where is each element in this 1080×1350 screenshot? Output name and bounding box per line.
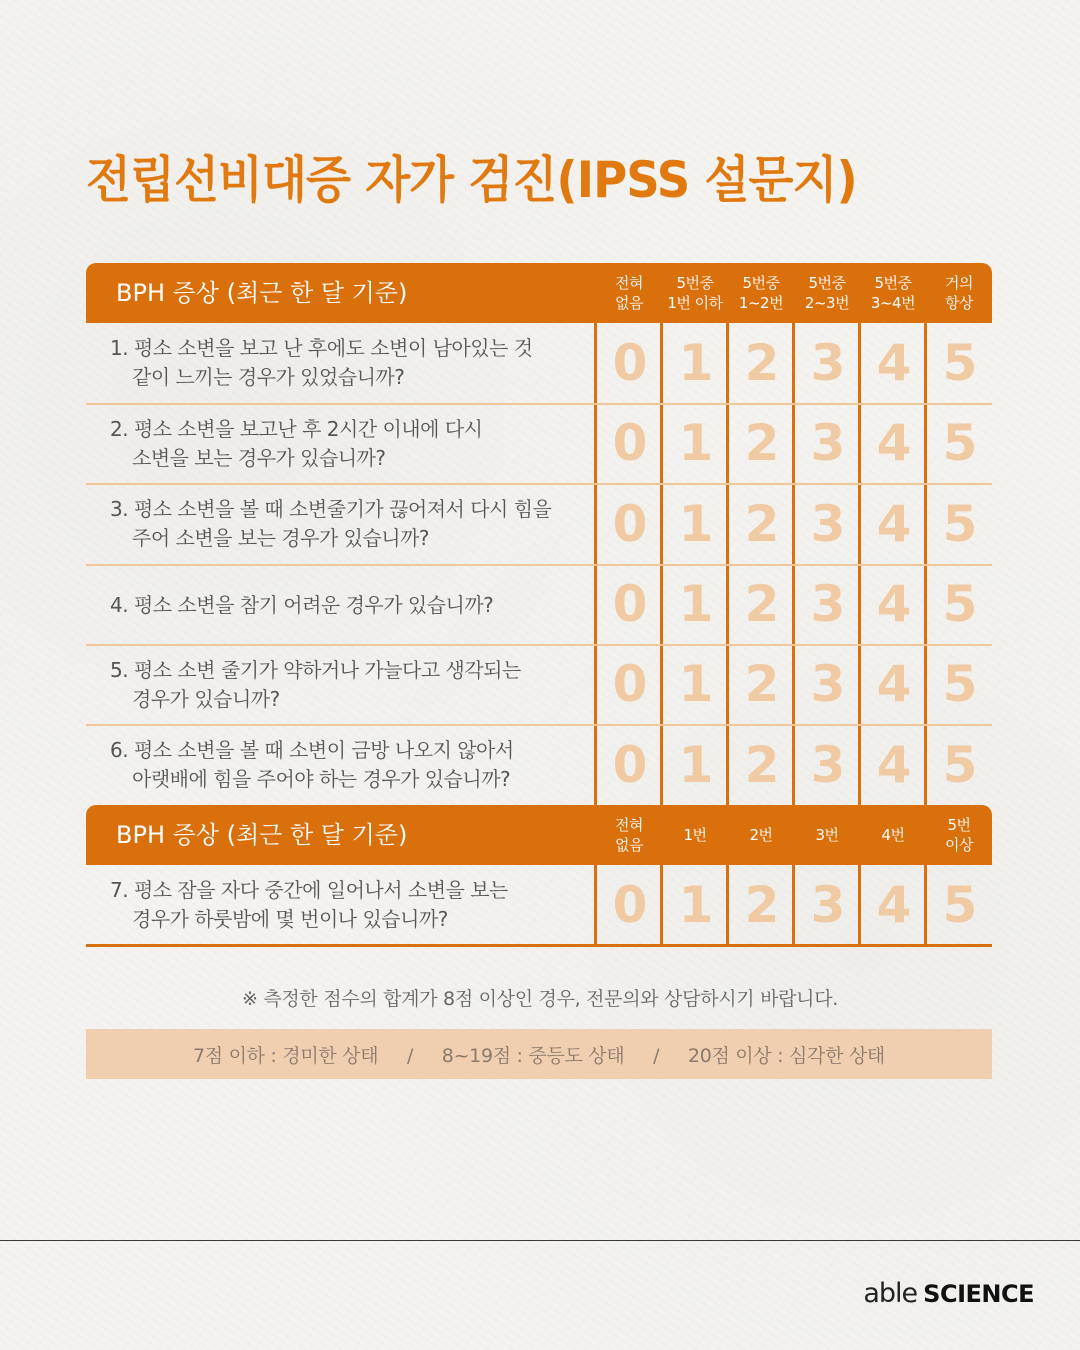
score-option: 4 [876,495,912,553]
section1-col-4: 5번중 3~4번 [870,274,916,312]
question-1 [110,334,585,392]
score-option: 5 [942,876,978,934]
question-6-line1: 6. 평소 소변을 볼 때 소변이 금방 나오지 않아서 [110,738,514,762]
question-6-line2: 아랫배에 힘을 주어야 하는 경우가 있습니까? [132,767,511,791]
score-option: 2 [744,655,780,713]
score-option: 4 [876,334,912,392]
score-option: 1 [678,495,714,553]
section2-col-1: 1번 [683,826,707,844]
brand-logo [863,1278,1034,1309]
score-option: 1 [678,736,714,794]
section1-header-label: BPH 증상 (최근 한 달 기준) [116,279,408,307]
score-option: 4 [876,414,912,472]
question-2 [110,415,585,473]
section1-header [86,263,992,323]
section1-col-3: 5번중 2~3번 [804,274,850,312]
score-option: 3 [810,495,846,553]
score-option: 2 [744,876,780,934]
section1-col-1: 5번중 1번 이하 [667,274,723,312]
question-7 [110,876,585,934]
score-option: 0 [612,495,648,553]
score-option: 5 [942,655,978,713]
footer-divider [0,1240,1080,1241]
question-1-line1: 1. 평소 소변을 보고 난 후에도 소변이 남아있는 것 [110,336,533,360]
score-option: 0 [612,575,648,633]
score-legend: 7점 이하 : 경미한 상태 / 8~19점 : 중등도 상태 / 20점 이상 : 심각한 상태 [86,1029,992,1079]
brand-logo-name: SCIENCE [923,1280,1034,1308]
score-option: 1 [678,334,714,392]
section2-col-4: 4번 [881,826,905,844]
score-option: 2 [744,414,780,472]
section1-col-0: 전혀 없음 [615,274,643,312]
section2-header [86,805,992,865]
section2-col-3: 3번 [815,826,839,844]
question-7-line2: 경우가 하룻밤에 몇 번이나 있습니까? [132,907,448,931]
score-option: 5 [942,736,978,794]
score-option: 5 [942,495,978,553]
score-option: 0 [612,736,648,794]
score-option: 0 [612,414,648,472]
question-3-line1: 3. 평소 소변을 볼 때 소변줄기가 끊어져서 다시 힘을 [110,497,552,521]
section1-col-2: 5번중 1~2번 [738,274,784,312]
question-2-line2: 소변을 보는 경우가 있습니까? [132,446,386,470]
score-option: 1 [678,414,714,472]
score-option: 4 [876,655,912,713]
question-4 [110,591,585,620]
section2-header-label: BPH 증상 (최근 한 달 기준) [116,821,408,849]
score-option: 0 [612,655,648,713]
section2-col-2: 2번 [749,826,773,844]
score-option: 2 [744,575,780,633]
score-option: 3 [810,414,846,472]
brand-logo-mark: able [863,1278,918,1309]
section2-col-0: 전혀 없음 [615,816,643,854]
score-option: 5 [942,414,978,472]
question-2-line1: 2. 평소 소변을 보고난 후 2시간 이내에 다시 [110,417,483,441]
score-option: 2 [744,495,780,553]
score-option: 4 [876,876,912,934]
score-option: 3 [810,876,846,934]
section2-col-5: 5번 이상 [945,816,973,854]
score-note: ※ 측정한 점수의 합계가 8점 이상인 경우, 전문의와 상담하시기 바랍니다. [241,988,839,1010]
question-5-line2: 경우가 있습니까? [132,687,280,711]
score-option: 3 [810,655,846,713]
score-option: 3 [810,575,846,633]
score-option: 1 [678,655,714,713]
score-option: 2 [744,736,780,794]
question-4-line1: 4. 평소 소변을 참기 어려운 경우가 있습니까? [110,593,494,617]
question-5 [110,656,585,714]
score-option: 3 [810,334,846,392]
score-option: 5 [942,334,978,392]
score-option: 2 [744,334,780,392]
score-option: 0 [612,334,648,392]
score-option: 1 [678,575,714,633]
page-title: 전립선비대증 자가 검진(IPSS 설문지) [86,151,857,209]
section1-col-5: 거의 항상 [945,274,973,312]
question-7-line1: 7. 평소 잠을 자다 중간에 일어나서 소변을 보는 [110,878,508,902]
question-3 [110,495,585,553]
score-option: 4 [876,736,912,794]
question-6 [110,736,585,794]
question-5-line1: 5. 평소 소변 줄기가 약하거나 가늘다고 생각되는 [110,658,521,682]
score-option: 4 [876,575,912,633]
score-option: 1 [678,876,714,934]
score-option: 5 [942,575,978,633]
question-3-line2: 주어 소변을 보는 경우가 있습니까? [132,526,430,550]
score-option: 3 [810,736,846,794]
question-1-line2: 같이 느끼는 경우가 있었습니까? [132,365,405,389]
score-option: 0 [612,876,648,934]
